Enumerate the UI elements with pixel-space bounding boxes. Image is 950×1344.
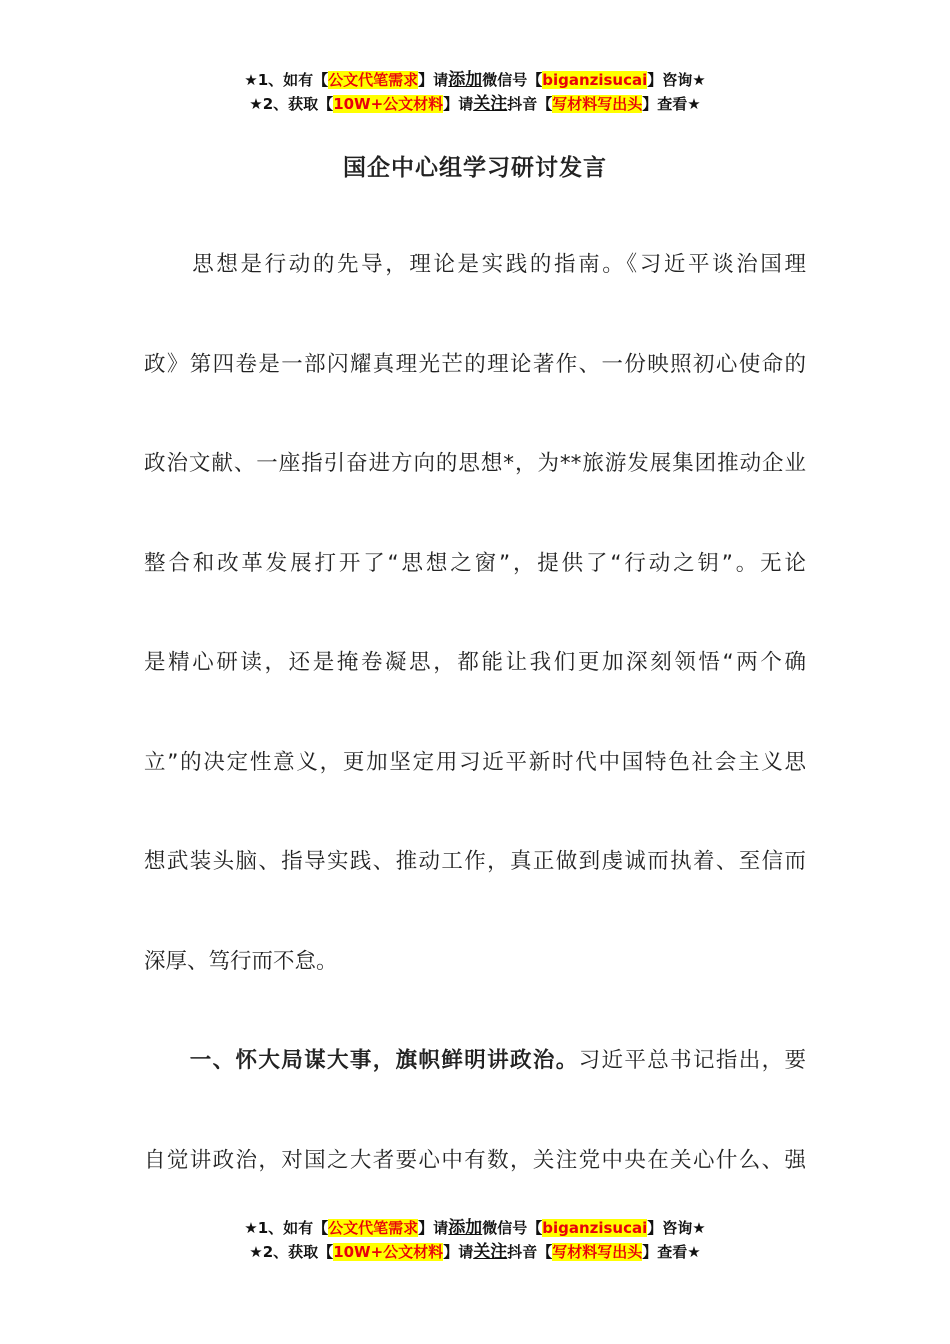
section-heading: 一、怀大局谋大事，旗帜鲜明讲政治。 [144, 1048, 579, 1073]
banner-line-2: ★2、获取【10W+公文材料】请关注抖音【写材料写出头】查看★ [249, 94, 701, 114]
text-line: 整合和改革发展打开了“思想之窗”，提供了“行动之钥”。无论 [144, 550, 806, 576]
footer-banner [0, 1216, 950, 1264]
text-line: 立”的决定性意义，更加坚定用习近平新时代中国特色社会主义思 [144, 749, 806, 775]
text-line: 一、怀大局谋大事，旗帜鲜明讲政治。习近平总书记指出，要 [144, 1048, 806, 1073]
banner-line-2: ★2、获取【10W+公文材料】请关注抖音【写材料写出头】查看★ [249, 1242, 701, 1262]
underlined-follow: 关注 [473, 94, 508, 114]
header-banner [0, 68, 950, 116]
text-line: 自觉讲政治，对国之大者要心中有数，关注党中央在关心什么、强 [144, 1147, 806, 1173]
text-line: 政治文献、一座指引奋进方向的思想*，为**旅游发展集团推动企业 [144, 451, 806, 476]
text-line: 思想是行动的先导，理论是实践的指南。《习近平谈治国理 [144, 252, 806, 277]
highlight-service: 公文代笔需求 [328, 1219, 419, 1237]
highlight-wechat-id: biganzisucai [542, 71, 648, 89]
text-line: 深厚、笃行而不怠。 [144, 948, 338, 974]
underlined-add: 添加 [448, 1218, 483, 1238]
highlight-wechat-id: biganzisucai [542, 1219, 648, 1237]
document-body [144, 247, 806, 1242]
paragraph-intro [144, 247, 806, 1043]
highlight-materials: 10W+公文材料 [333, 1243, 444, 1261]
banner-line-1: ★1、如有【公文代笔需求】请添加微信号【biganzisucai】咨询★ [244, 1218, 706, 1238]
highlight-materials: 10W+公文材料 [333, 95, 444, 113]
underlined-follow: 关注 [473, 1242, 508, 1262]
text-line: 政》第四卷是一部闪耀真理光芒的理论著作、一份映照初心使命的 [144, 351, 806, 377]
text-line: 是精心研读，还是掩卷凝思，都能让我们更加深刻领悟“两个确 [144, 650, 806, 675]
text-line: 想武装头脑、指导实践、推动工作，真正做到虔诚而执着、至信而 [144, 849, 806, 874]
highlight-service: 公文代笔需求 [328, 71, 419, 89]
highlight-douyin: 写材料写出头 [552, 1243, 643, 1261]
banner-line-1: ★1、如有【公文代笔需求】请添加微信号【biganzisucai】咨询★ [244, 70, 706, 90]
document-title: 国企中心组学习研讨发言 [343, 155, 607, 181]
paragraph-section-1 [144, 1043, 806, 1242]
underlined-add: 添加 [448, 70, 483, 90]
highlight-douyin: 写材料写出头 [552, 95, 643, 113]
